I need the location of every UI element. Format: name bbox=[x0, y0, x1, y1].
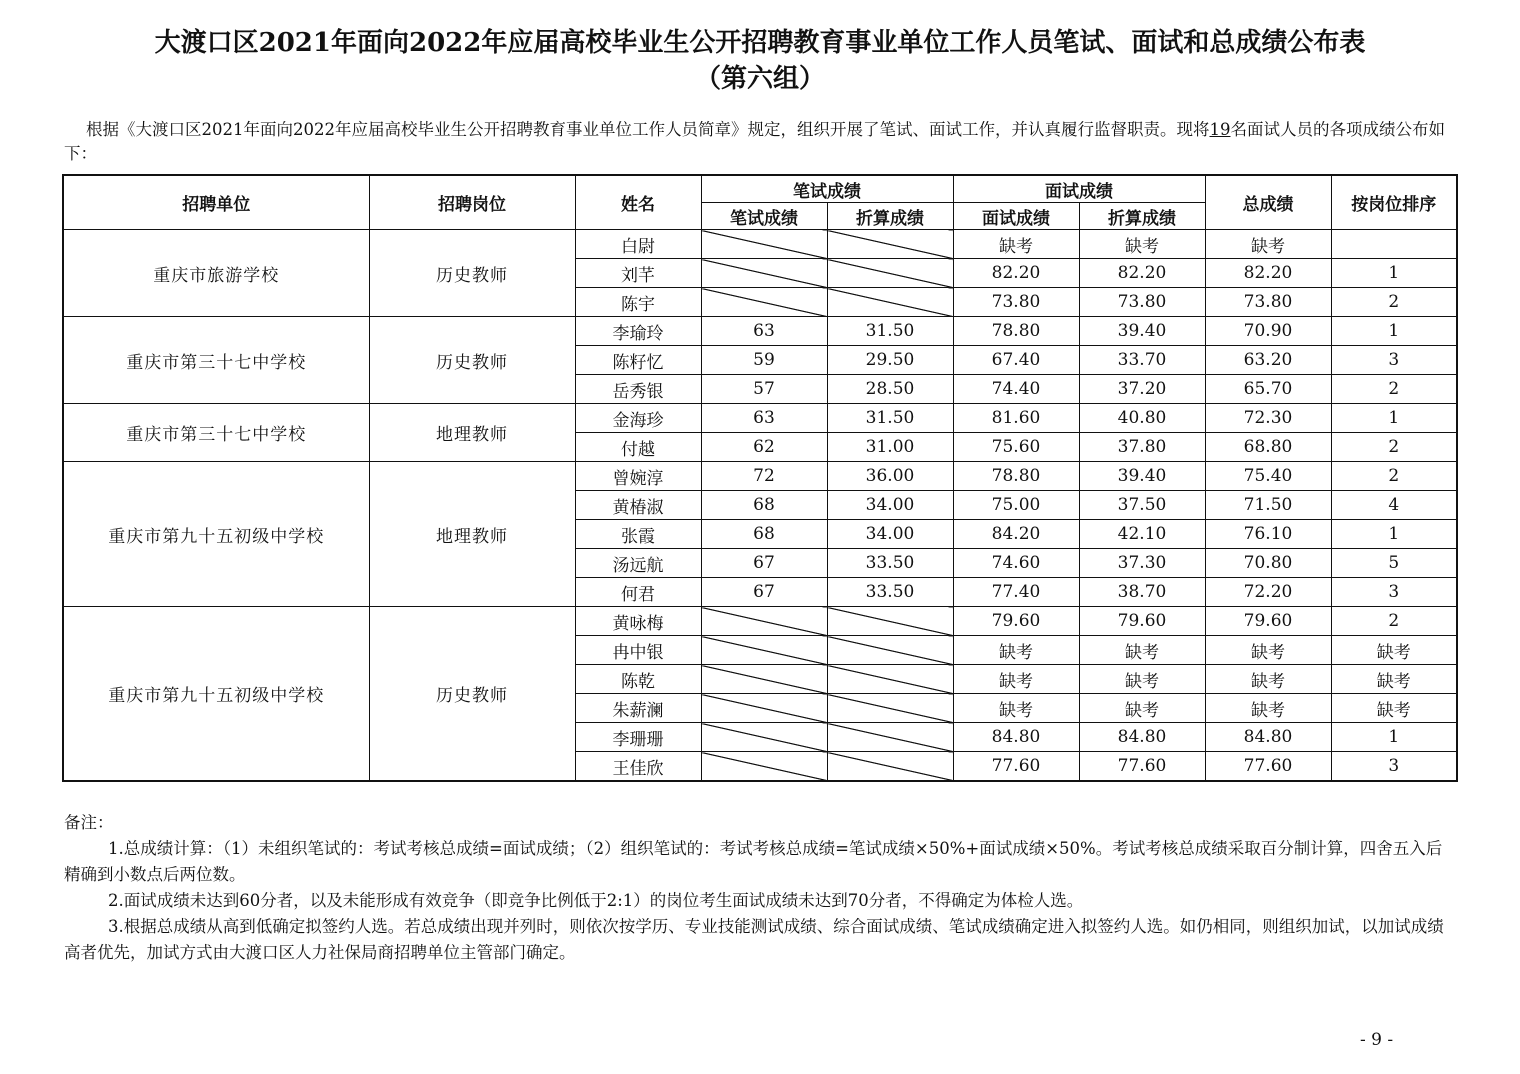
interview-converted-cell: 缺考 bbox=[1079, 636, 1205, 665]
rank-cell: 2 bbox=[1331, 433, 1457, 462]
written-score-cell: 72 bbox=[701, 462, 827, 491]
header-interview-converted: 折算成绩 bbox=[1079, 203, 1205, 230]
rank-cell: 1 bbox=[1331, 520, 1457, 549]
candidate-name-cell: 陈宇 bbox=[575, 288, 701, 317]
table-row bbox=[63, 462, 1457, 491]
table-row bbox=[63, 404, 1457, 433]
written-converted-cell: 31.50 bbox=[827, 404, 953, 433]
interview-score-cell: 缺考 bbox=[953, 694, 1079, 723]
written-converted-cell: 31.00 bbox=[827, 433, 953, 462]
interview-converted-cell: 84.80 bbox=[1079, 723, 1205, 752]
interview-score-cell: 67.40 bbox=[953, 346, 1079, 375]
written-converted-cell: 33.50 bbox=[827, 549, 953, 578]
unit-cell: 重庆市第三十七中学校 bbox=[63, 317, 369, 404]
rank-cell: 2 bbox=[1331, 607, 1457, 636]
rank-cell: 1 bbox=[1331, 259, 1457, 288]
header-row-1 bbox=[63, 175, 1457, 203]
written-score-cell: 68 bbox=[701, 491, 827, 520]
total-score-cell: 79.60 bbox=[1205, 607, 1331, 636]
table-row bbox=[63, 317, 1457, 346]
notes-heading: 备注： bbox=[64, 813, 114, 832]
header-written-group: 笔试成绩 bbox=[701, 175, 953, 203]
interview-score-cell: 缺考 bbox=[953, 665, 1079, 694]
interview-score-cell: 78.80 bbox=[953, 462, 1079, 491]
interview-score-cell: 75.60 bbox=[953, 433, 1079, 462]
rank-cell: 4 bbox=[1331, 491, 1457, 520]
written-score-cell: 67 bbox=[701, 549, 827, 578]
header-interview-score: 面试成绩 bbox=[953, 203, 1079, 230]
document-title: 大渡口区2021年面向2022年应届高校毕业生公开招聘教育事业单位工作人员笔试、面试和总成绩公布表 bbox=[154, 28, 1366, 58]
written-converted-cell: 28.50 bbox=[827, 375, 953, 404]
total-score-cell: 72.30 bbox=[1205, 404, 1331, 433]
candidate-name-cell: 汤远航 bbox=[575, 549, 701, 578]
interview-converted-cell: 37.80 bbox=[1079, 433, 1205, 462]
rank-cell: 1 bbox=[1331, 317, 1457, 346]
candidate-name-cell: 白尉 bbox=[575, 230, 701, 259]
interview-score-cell: 缺考 bbox=[953, 230, 1079, 259]
rank-cell: 1 bbox=[1331, 723, 1457, 752]
table-row bbox=[63, 607, 1457, 636]
written-converted-cell bbox=[827, 288, 953, 317]
rank-cell: 缺考 bbox=[1331, 665, 1457, 694]
unit-cell: 重庆市旅游学校 bbox=[63, 230, 369, 317]
candidate-name-cell: 金海珍 bbox=[575, 404, 701, 433]
written-score-cell: 68 bbox=[701, 520, 827, 549]
interview-converted-cell: 37.30 bbox=[1079, 549, 1205, 578]
intro-count: 19 bbox=[1209, 120, 1231, 139]
written-score-cell: 67 bbox=[701, 578, 827, 607]
written-converted-cell: 33.50 bbox=[827, 578, 953, 607]
total-score-cell: 缺考 bbox=[1205, 230, 1331, 259]
interview-converted-cell: 37.20 bbox=[1079, 375, 1205, 404]
note-item: 1.总成绩计算：（1）未组织笔试的：考试考核总成绩=面试成绩；（2）组织笔试的：考试考核总成绩=笔试成绩×50%+面试成绩×50%。考试考核总成绩采取百分制计算，四舍五入后精确到小数点后两位数。 bbox=[64, 839, 1443, 884]
total-score-cell: 65.70 bbox=[1205, 375, 1331, 404]
intro-text-after: 名面试人员的各项成绩公布如下： bbox=[64, 120, 1445, 163]
notes-section bbox=[64, 810, 1456, 966]
written-converted-cell: 29.50 bbox=[827, 346, 953, 375]
interview-converted-cell: 39.40 bbox=[1079, 462, 1205, 491]
written-score-cell: 59 bbox=[701, 346, 827, 375]
rank-cell: 5 bbox=[1331, 549, 1457, 578]
written-converted-cell bbox=[827, 230, 953, 259]
written-score-cell: 63 bbox=[701, 317, 827, 346]
intro-text-before: 根据《大渡口区2021年面向2022年应届高校毕业生公开招聘教育事业单位工作人员简章》规定，组织开展了笔试、面试工作，并认真履行监督职责。现将 bbox=[86, 120, 1210, 139]
interview-score-cell: 78.80 bbox=[953, 317, 1079, 346]
note-item: 2.面试成绩未达到60分者，以及未能形成有效竞争（即竞争比例低于2:1）的岗位考生面试成绩未达到70分者，不得确定为体检人选。 bbox=[108, 891, 1084, 910]
written-converted-cell bbox=[827, 636, 953, 665]
written-score-cell bbox=[701, 288, 827, 317]
written-converted-cell bbox=[827, 607, 953, 636]
candidate-name-cell: 陈籽忆 bbox=[575, 346, 701, 375]
written-converted-cell: 34.00 bbox=[827, 491, 953, 520]
rank-cell: 3 bbox=[1331, 346, 1457, 375]
header-unit: 招聘单位 bbox=[63, 175, 369, 230]
written-score-cell bbox=[701, 752, 827, 782]
interview-converted-cell: 33.70 bbox=[1079, 346, 1205, 375]
candidate-name-cell: 黄咏梅 bbox=[575, 607, 701, 636]
post-cell: 历史教师 bbox=[369, 607, 575, 782]
header-name: 姓名 bbox=[575, 175, 701, 230]
interview-converted-cell: 39.40 bbox=[1079, 317, 1205, 346]
written-score-cell bbox=[701, 694, 827, 723]
total-score-cell: 73.80 bbox=[1205, 288, 1331, 317]
candidate-name-cell: 黄椿淑 bbox=[575, 491, 701, 520]
rank-cell: 3 bbox=[1331, 578, 1457, 607]
post-cell: 历史教师 bbox=[369, 317, 575, 404]
written-converted-cell: 36.00 bbox=[827, 462, 953, 491]
post-cell: 历史教师 bbox=[369, 230, 575, 317]
interview-score-cell: 74.60 bbox=[953, 549, 1079, 578]
header-total: 总成绩 bbox=[1205, 175, 1331, 230]
interview-converted-cell: 79.60 bbox=[1079, 607, 1205, 636]
header-interview-group: 面试成绩 bbox=[953, 175, 1205, 203]
total-score-cell: 70.90 bbox=[1205, 317, 1331, 346]
total-score-cell: 缺考 bbox=[1205, 665, 1331, 694]
interview-converted-cell: 38.70 bbox=[1079, 578, 1205, 607]
scores-table bbox=[62, 174, 1458, 782]
header-post: 招聘岗位 bbox=[369, 175, 575, 230]
rank-cell: 2 bbox=[1331, 375, 1457, 404]
intro-paragraph bbox=[64, 118, 1456, 166]
written-score-cell: 57 bbox=[701, 375, 827, 404]
total-score-cell: 71.50 bbox=[1205, 491, 1331, 520]
scores-body bbox=[63, 230, 1457, 782]
interview-converted-cell: 40.80 bbox=[1079, 404, 1205, 433]
rank-cell: 2 bbox=[1331, 288, 1457, 317]
interview-converted-cell: 缺考 bbox=[1079, 665, 1205, 694]
document-subtitle: （第六组） bbox=[694, 64, 825, 94]
total-score-cell: 70.80 bbox=[1205, 549, 1331, 578]
unit-cell: 重庆市第九十五初级中学校 bbox=[63, 607, 369, 782]
candidate-name-cell: 何君 bbox=[575, 578, 701, 607]
rank-cell: 缺考 bbox=[1331, 694, 1457, 723]
written-score-cell bbox=[701, 636, 827, 665]
header-rank: 按岗位排序 bbox=[1331, 175, 1457, 230]
unit-cell: 重庆市第九十五初级中学校 bbox=[63, 462, 369, 607]
written-score-cell bbox=[701, 230, 827, 259]
total-score-cell: 缺考 bbox=[1205, 694, 1331, 723]
table-row bbox=[63, 230, 1457, 259]
candidate-name-cell: 张霞 bbox=[575, 520, 701, 549]
rank-cell: 2 bbox=[1331, 462, 1457, 491]
header-written-converted: 折算成绩 bbox=[827, 203, 953, 230]
rank-cell: 3 bbox=[1331, 752, 1457, 782]
interview-score-cell: 84.80 bbox=[953, 723, 1079, 752]
interview-converted-cell: 82.20 bbox=[1079, 259, 1205, 288]
candidate-name-cell: 李瑜玲 bbox=[575, 317, 701, 346]
interview-score-cell: 82.20 bbox=[953, 259, 1079, 288]
interview-converted-cell: 缺考 bbox=[1079, 694, 1205, 723]
post-cell: 地理教师 bbox=[369, 404, 575, 462]
interview-score-cell: 73.80 bbox=[953, 288, 1079, 317]
written-score-cell bbox=[701, 665, 827, 694]
written-score-cell: 62 bbox=[701, 433, 827, 462]
total-score-cell: 77.60 bbox=[1205, 752, 1331, 782]
interview-score-cell: 77.40 bbox=[953, 578, 1079, 607]
page-number: - 9 - bbox=[1360, 1030, 1394, 1050]
unit-cell: 重庆市第三十七中学校 bbox=[63, 404, 369, 462]
interview-converted-cell: 缺考 bbox=[1079, 230, 1205, 259]
written-converted-cell bbox=[827, 259, 953, 288]
written-converted-cell: 31.50 bbox=[827, 317, 953, 346]
total-score-cell: 68.80 bbox=[1205, 433, 1331, 462]
written-score-cell bbox=[701, 607, 827, 636]
written-score-cell bbox=[701, 723, 827, 752]
note-item: 3.根据总成绩从高到低确定拟签约人选。若总成绩出现并列时，则依次按学历、专业技能测试成绩、综合面试成绩、笔试成绩确定进入拟签约人选。如仍相同，则组织加试，以加试成绩高者优先，加试方式由大渡口区人力社保局商招聘单位主管部门确定。 bbox=[64, 917, 1444, 962]
candidate-name-cell: 李珊珊 bbox=[575, 723, 701, 752]
total-score-cell: 76.10 bbox=[1205, 520, 1331, 549]
total-score-cell: 75.40 bbox=[1205, 462, 1331, 491]
candidate-name-cell: 付越 bbox=[575, 433, 701, 462]
interview-score-cell: 81.60 bbox=[953, 404, 1079, 433]
written-converted-cell bbox=[827, 665, 953, 694]
total-score-cell: 84.80 bbox=[1205, 723, 1331, 752]
interview-converted-cell: 73.80 bbox=[1079, 288, 1205, 317]
rank-cell bbox=[1331, 230, 1457, 259]
rank-cell: 缺考 bbox=[1331, 636, 1457, 665]
interview-score-cell: 84.20 bbox=[953, 520, 1079, 549]
total-score-cell: 缺考 bbox=[1205, 636, 1331, 665]
interview-score-cell: 79.60 bbox=[953, 607, 1079, 636]
interview-converted-cell: 42.10 bbox=[1079, 520, 1205, 549]
written-converted-cell bbox=[827, 723, 953, 752]
interview-score-cell: 77.60 bbox=[953, 752, 1079, 782]
written-score-cell bbox=[701, 259, 827, 288]
interview-converted-cell: 77.60 bbox=[1079, 752, 1205, 782]
rank-cell: 1 bbox=[1331, 404, 1457, 433]
written-converted-cell bbox=[827, 694, 953, 723]
header-written-score: 笔试成绩 bbox=[701, 203, 827, 230]
interview-converted-cell: 37.50 bbox=[1079, 491, 1205, 520]
written-converted-cell bbox=[827, 752, 953, 782]
interview-score-cell: 75.00 bbox=[953, 491, 1079, 520]
written-score-cell: 63 bbox=[701, 404, 827, 433]
post-cell: 地理教师 bbox=[369, 462, 575, 607]
interview-score-cell: 缺考 bbox=[953, 636, 1079, 665]
candidate-name-cell: 冉中银 bbox=[575, 636, 701, 665]
candidate-name-cell: 王佳欣 bbox=[575, 752, 701, 782]
candidate-name-cell: 朱薪澜 bbox=[575, 694, 701, 723]
total-score-cell: 63.20 bbox=[1205, 346, 1331, 375]
candidate-name-cell: 曾婉淳 bbox=[575, 462, 701, 491]
candidate-name-cell: 陈乾 bbox=[575, 665, 701, 694]
written-converted-cell: 34.00 bbox=[827, 520, 953, 549]
candidate-name-cell: 岳秀银 bbox=[575, 375, 701, 404]
candidate-name-cell: 刘芊 bbox=[575, 259, 701, 288]
total-score-cell: 82.20 bbox=[1205, 259, 1331, 288]
total-score-cell: 72.20 bbox=[1205, 578, 1331, 607]
interview-score-cell: 74.40 bbox=[953, 375, 1079, 404]
